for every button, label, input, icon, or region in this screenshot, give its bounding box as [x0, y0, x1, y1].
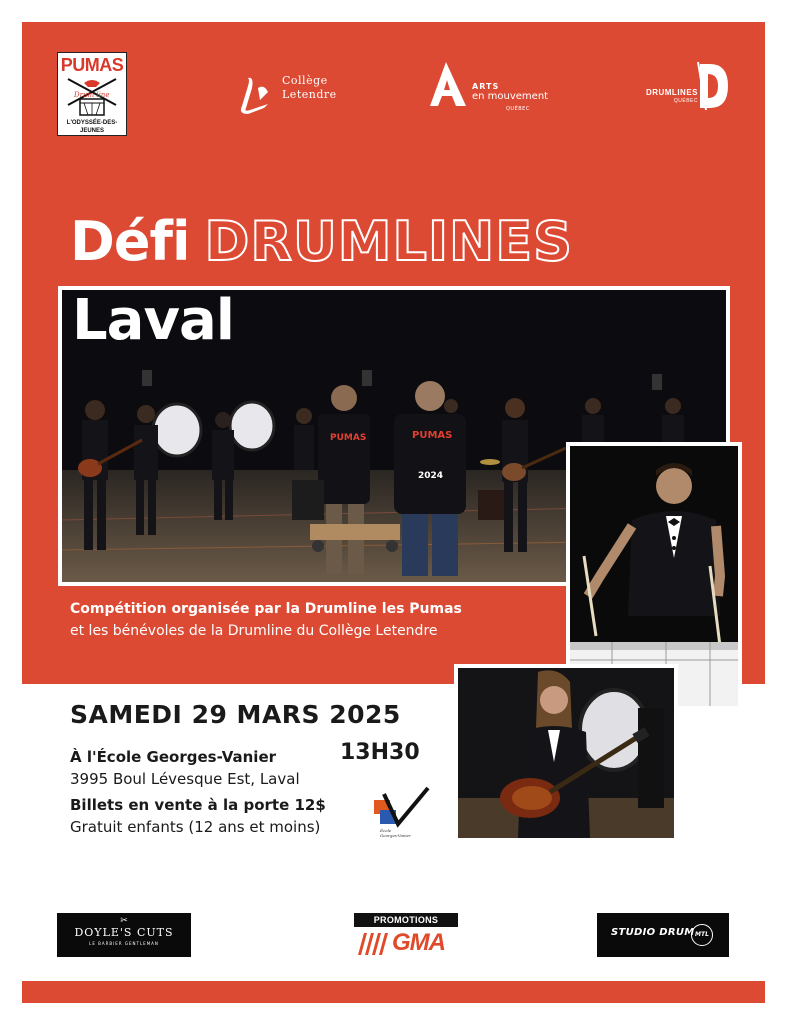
drumlines-quebec-logo	[634, 60, 734, 112]
event-date: SAMEDI 29 MARS 2025	[70, 700, 401, 729]
school-caption2: Georges-Vanier	[380, 833, 411, 838]
drumlines-logo-line1: DRUMLINES	[645, 88, 698, 97]
title-drumlines: DRUMLINES	[204, 210, 574, 273]
school-caption1: École	[380, 828, 392, 833]
description-line2: et les bénévoles de la Drumline du Collège Letendre	[70, 623, 438, 639]
description-line1: Compétition organisée par la Drumline les Pumas	[70, 601, 462, 617]
arts-logo-line3: QUÉBEC	[506, 106, 530, 112]
ecole-georges-vanier-logo	[370, 786, 432, 838]
title-defi: Défi	[70, 210, 190, 273]
doyle-tagline: LE BARBIER GENTLEMAN	[89, 941, 159, 946]
college-logo-line1: Collège	[282, 74, 328, 87]
venue-address: 3995 Boul Lévesque Est, Laval	[70, 770, 300, 788]
drum-crest-icon	[62, 75, 122, 119]
kids-free-note: Gratuit enfants (12 ans et moins)	[70, 818, 321, 836]
shirt-print-2: PUMAS	[412, 430, 453, 441]
bottom-accent-bar	[22, 981, 765, 1003]
competition-description	[70, 598, 462, 642]
georges-vanier-mark-icon	[370, 786, 432, 828]
event-venue	[70, 746, 300, 790]
pumas-drumline-logo	[57, 52, 127, 136]
sponsor-doyles-cuts-logo	[57, 913, 191, 957]
arts-a-mark-icon	[428, 60, 468, 108]
title-city: Laval	[72, 288, 234, 353]
drumlines-logo-line2: QUÉBEC	[673, 98, 698, 104]
poster-title	[70, 210, 573, 280]
shirt-print-1: PUMAS	[330, 433, 367, 443]
event-time: 13H30	[340, 740, 420, 765]
sponsor-studio-drum-logo	[597, 913, 729, 957]
pumas-logo-subtitle: L'ODYSSÉE-DES-JEUNES	[66, 120, 118, 134]
pumas-script-text: Drum line	[74, 91, 110, 99]
ticket-info	[70, 794, 326, 838]
scissors-icon: ✂	[120, 916, 128, 926]
college-letendre-mark-icon	[238, 74, 274, 114]
college-letendre-logo	[238, 70, 348, 114]
guitarist-illustration	[458, 668, 674, 838]
shirt-print-year: 2024	[418, 471, 444, 481]
doyle-name: DOYLE'S CUTS	[74, 926, 174, 939]
college-logo-line2: Letendre	[282, 88, 337, 101]
gma-top-text: PROMOTIONS	[354, 913, 458, 927]
venue-name: À l'École Georges-Vanier	[70, 748, 277, 766]
studio-drum-name: STUDIO DRUM	[611, 927, 695, 938]
gma-stripes-icon	[356, 933, 392, 955]
ticket-price: Billets en vente à la porte 12$	[70, 796, 326, 814]
gma-name: GMA	[392, 929, 445, 956]
pumas-logo-title: PUMAS	[60, 55, 124, 75]
arts-en-mouvement-logo	[428, 60, 558, 110]
drumlines-d-mark-icon	[696, 60, 730, 112]
arts-logo-line1: ARTS	[472, 82, 500, 91]
sponsor-promotions-gma-logo	[352, 913, 464, 959]
arts-logo-line2: en mouvement	[472, 91, 549, 102]
guitarist-photo	[454, 664, 678, 842]
studio-drum-badge: MTL	[691, 924, 713, 946]
